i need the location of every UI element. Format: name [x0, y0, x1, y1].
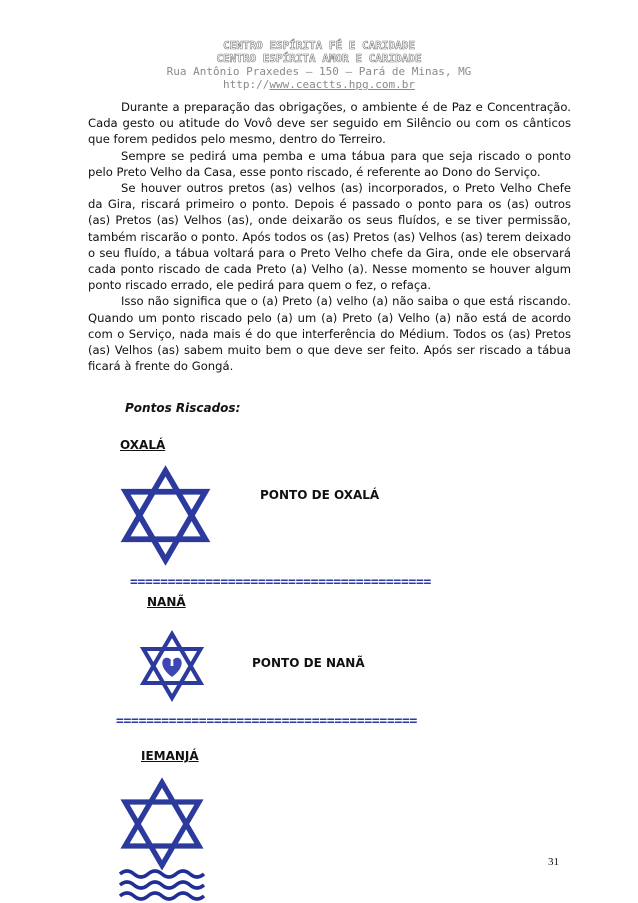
org-name-2: CENTRO ESPÍRITA AMOR E CARIDADE: [216, 52, 422, 65]
star-of-david-icon: [118, 780, 206, 868]
paragraph: Isso não significa que o (a) Preto (a) velho (a) não saiba o que está riscando. Quando um ponto riscado pelo (a) um (a) Preto (a) Velho (a) não está de acordo com o Serviço, nada mais é do que interferência do Médium. Todos os (as) Pretos (as) Velhos (as) sabem muito bem o que deve ser feito. Após ser riscado a tábua ficará à frente do Gongá.: [88, 294, 571, 374]
org-name-1: CENTRO ESPÍRITA FÉ E CARIDADE: [222, 39, 416, 52]
paragraph: Sempre se pedirá uma pemba e uma tábua para que seja riscado o ponto pelo Preto Velho da Casa, esse ponto riscado, é referente ao Dono do Serviço.: [88, 148, 571, 179]
waves-icon: [118, 868, 208, 903]
ponto-nana-label: PONTO DE NANÃ: [252, 656, 365, 670]
paragraph: Durante a preparação das obrigações, o ambiente é de Paz e Concentração. Cada gesto ou atitude do Vovô deve ser seguido em Silêncio ou com os cânticos que forem pedidos pelo mesmo, dentro do Terreiro.: [88, 100, 571, 147]
org-url-line: [0, 78, 638, 91]
section-title: Pontos Riscados:: [125, 401, 241, 415]
oxala-heading: OXALÁ: [120, 438, 166, 452]
separator: ========================================: [116, 714, 418, 729]
org-url-link[interactable]: www.ceactts.hpg.com.br: [269, 78, 416, 91]
ponto-oxala-label: PONTO DE OXALÁ: [260, 488, 380, 502]
paragraph: Se houver outros pretos (as) velhos (as) incorporados, o Preto Velho Chefe da Gira, riscará primeiro o ponto. Depois é passado o ponto para os (as) outros (as) Pretos (as) Velhos (as), onde deixarão os seus fluídos, e se tiver permissão, também riscarão o ponto. Após todos os (as) Pretos (as) Velhos (as) terem deixado o seu fluído, a tábua voltará para o Preto Velho chefe da Gira, onde ele observará cada ponto riscado de cada Preto (a) Velho (a). Nesse momento se houver algum ponto riscado errado, ele pedirá para quem o fez, o refaça.: [88, 181, 571, 293]
url-prefix: http://: [222, 78, 270, 91]
iemanja-heading: IEMANJÁ: [141, 749, 199, 763]
org-address: Rua Antônio Praxedes – 150 – Pará de Minas, MG: [166, 65, 472, 78]
page-number: 31: [548, 856, 559, 868]
body-text: [88, 99, 571, 374]
star-of-david-icon: [138, 632, 206, 700]
star-of-david-icon: [118, 468, 213, 563]
separator: ========================================: [130, 575, 432, 590]
nana-heading: NANÃ: [147, 595, 186, 609]
